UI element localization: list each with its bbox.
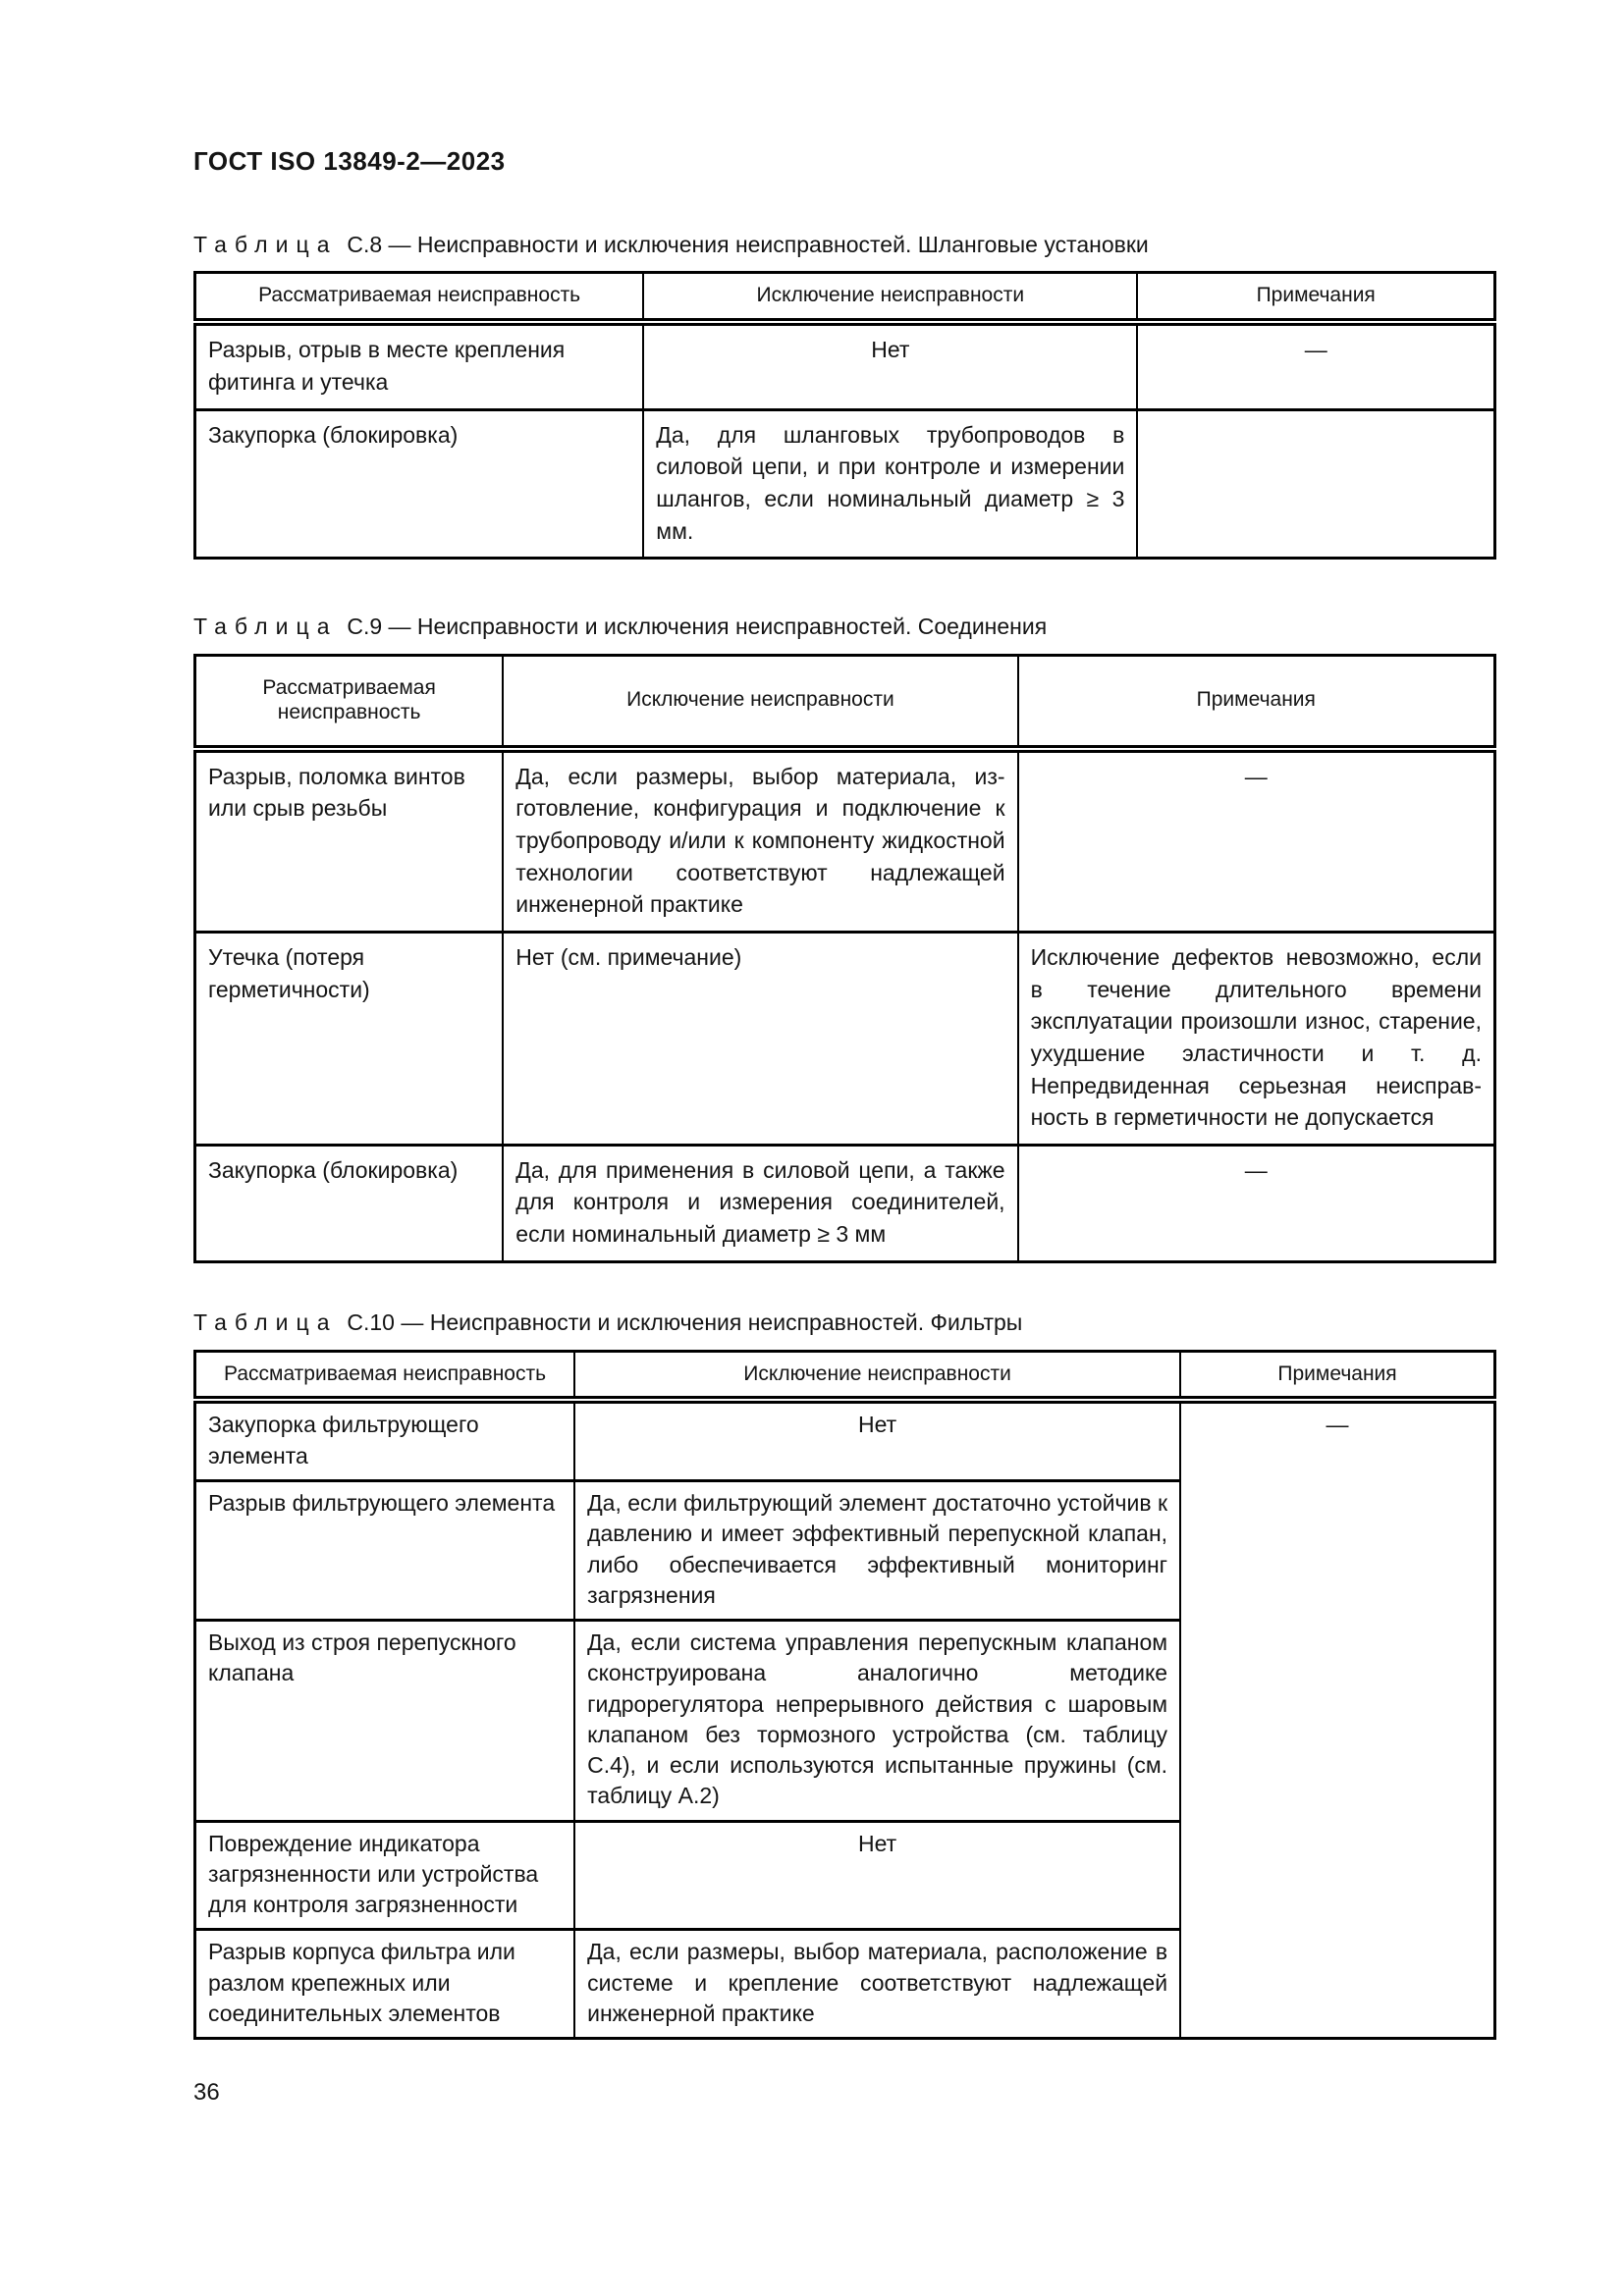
exclusion-cell: Нет [574, 1821, 1180, 1930]
fault-cell: Выход из строя перепускного клапана [195, 1621, 575, 1822]
fault-cell: Утечка (потеря герметичности) [195, 932, 504, 1145]
caption-label: Таблица [193, 614, 338, 640]
table-row [195, 749, 1495, 933]
fault-cell: Закупорка фильтрующего элемента [195, 1400, 575, 1480]
caption-text: С.9 — Неисправности и исключения неисправностей. Соединения [347, 614, 1048, 640]
table-c10-filters [193, 1350, 1496, 2041]
notes-cell: — [1137, 322, 1494, 409]
column-header-notes: Примечания [1180, 1351, 1494, 1400]
column-header-fault: Рассматриваемая неисправность [195, 273, 644, 322]
table-row [195, 1400, 1495, 1480]
column-header-fault: Рассматриваемая неисправность [195, 656, 504, 749]
document-code-header: ГОСТ ISO 13849-2—2023 [193, 146, 506, 176]
column-header-fault: Рассматриваемая неисправность [195, 1351, 575, 1400]
exclusion-cell: Нет (см. примечание) [503, 932, 1017, 1145]
exclusion-cell: Да, если система управления перепускным клапаном сконструирована аналогично методике гидрорегулятора непрерывного действия с шаровым клапаном без тормозного устройства (см. таблицу С.4), и если используются испытанные пружины (см. таблицу А.2) [574, 1621, 1180, 1822]
exclusion-cell: Да, для шланговых трубопроводов в силовой цепи, и при контроле и измерении шлангов, если номинальный диаметр ≥ 3 мм. [643, 409, 1137, 559]
fault-cell: Разрыв фильтрующего элемента [195, 1480, 575, 1620]
caption-text: С.8 — Неисправности и исключения неисправностей. Шланговые установки [347, 231, 1149, 257]
notes-cell [1137, 409, 1494, 559]
notes-cell: — [1018, 749, 1495, 933]
notes-cell: — [1018, 1145, 1495, 1261]
table-row [195, 322, 1495, 409]
column-header-exclusion: Исключение неисправности [643, 273, 1137, 322]
fault-cell: Закупорка (блокировка) [195, 1145, 504, 1261]
exclusion-cell: Нет [643, 322, 1137, 409]
fault-cell: Закупорка (блокировка) [195, 409, 644, 559]
table-header-row [195, 273, 1495, 322]
exclusion-cell: Да, если размеры, выбор материала, расположение в системе и крепление соответствуют надлежащей инженерной практике [574, 1930, 1180, 2039]
table-c9-caption [193, 613, 1496, 642]
exclusion-cell: Да, для применения в силовой цепи, а также для контроля и измерения соединителей, если номинальный диаметр ≥ 3 мм [503, 1145, 1017, 1261]
fault-cell: Разрыв, отрыв в месте крепления фитинга и утечка [195, 322, 644, 409]
table-c9-connections [193, 654, 1496, 1263]
table-row [195, 932, 1495, 1145]
column-header-exclusion: Исключение неисправности [574, 1351, 1180, 1400]
column-header-notes: Примечания [1137, 273, 1494, 322]
table-c8-hose-assemblies [193, 271, 1496, 560]
table-header-row [195, 656, 1495, 749]
column-header-exclusion: Исключение неисправности [503, 656, 1017, 749]
table-c10-caption [193, 1308, 1496, 1338]
exclusion-cell: Да, если размеры, выбор материала, изготовление, конфигурация и подключение к трубопроводу и/или к компоненту жидкостной технологии соответствуют надлежащей инженерной практике [503, 749, 1017, 933]
exclusion-cell: Да, если фильтрующий элемент достаточно устойчив к давлению и имеет эффективный перепускной клапан, либо обеспечивается эффективный мониторинг загрязнения [574, 1480, 1180, 1620]
table-row [195, 409, 1495, 559]
caption-text: С.10 — Неисправности и исключения неисправностей. Фильтры [347, 1308, 1023, 1335]
table-header-row [195, 1351, 1495, 1400]
notes-merged-cell: — [1180, 1400, 1494, 2038]
caption-label: Таблица [193, 231, 338, 257]
exclusion-cell: Нет [574, 1400, 1180, 1480]
page-number: 36 [193, 2079, 220, 2106]
fault-cell: Повреждение индикатора загрязненности или устройства для контроля загрязненности [195, 1821, 575, 1930]
table-c8-caption [193, 231, 1496, 260]
column-header-notes: Примечания [1018, 656, 1495, 749]
caption-label: Таблица [193, 1308, 338, 1335]
notes-cell: Исключение дефектов невозможно, если в течение длительного времени эксплуатации произошли износ, старение, ухудшение эластичности и т. д. Непредвиденная серьезная неисправность в герметичности не допускается [1018, 932, 1495, 1145]
fault-cell: Разрыв, поломка винтов или срыв резьбы [195, 749, 504, 933]
fault-cell: Разрыв корпуса фильтра или разлом крепежных или соединительных элементов [195, 1930, 575, 2039]
table-row [195, 1145, 1495, 1261]
page-content [193, 147, 1496, 2040]
